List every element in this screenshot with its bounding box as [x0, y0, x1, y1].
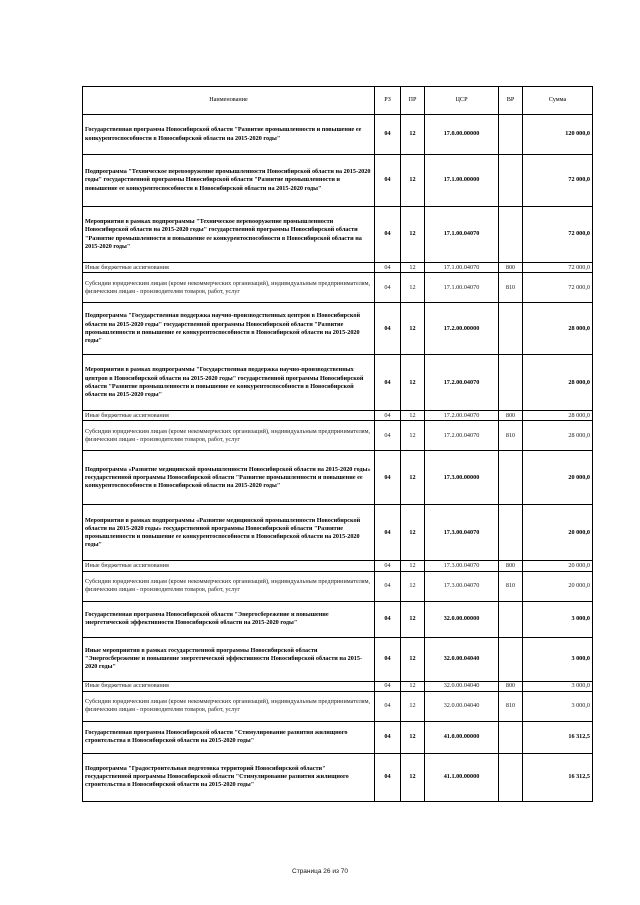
header-name: Наименование [83, 87, 375, 115]
cell-csr: 41.0.00.00000 [425, 721, 499, 753]
cell-pr: 12 [401, 115, 425, 155]
cell-pr: 12 [401, 421, 425, 451]
table-header-row [83, 87, 593, 115]
cell-pr: 12 [401, 681, 425, 691]
cell-vr [499, 303, 523, 355]
cell-rz: 04 [375, 601, 401, 637]
cell-csr: 17.0.00.00000 [425, 115, 499, 155]
cell-pr: 12 [401, 691, 425, 721]
cell-name: Государственная программа Новосибирской области "Стимулирование развития жилищного строительства в Новосибирской области на 2015-2020 годы" [83, 721, 375, 753]
cell-rz: 04 [375, 263, 401, 273]
cell-sum: 72 000,0 [523, 273, 593, 303]
cell-pr: 12 [401, 451, 425, 505]
cell-rz: 04 [375, 207, 401, 263]
table-row [83, 571, 593, 601]
cell-vr [499, 115, 523, 155]
cell-csr: 17.2.00.04070 [425, 411, 499, 421]
cell-sum: 3 000,0 [523, 691, 593, 721]
header-csr: ЦСР [425, 87, 499, 115]
cell-rz: 04 [375, 303, 401, 355]
cell-name: Субсидии юридическим лицам (кроме некоммерческих организаций), индивидуальным предпринимателям, физическим лицам - производителям товаров, работ, услуг [83, 691, 375, 721]
cell-name: Подпрограмма "Градостроительная подготовка территорий Новосибирской области" государственной программы Новосибирской области "Стимулирование развития жилищного строительства в Новосибирской области на 2015-2020 годы" [83, 753, 375, 801]
cell-pr: 12 [401, 571, 425, 601]
cell-csr: 17.3.00.04070 [425, 571, 499, 601]
table-row [83, 263, 593, 273]
header-vr: ВР [499, 87, 523, 115]
cell-sum: 120 000,0 [523, 115, 593, 155]
cell-vr [499, 355, 523, 411]
cell-name: Мероприятия в рамках подпрограммы "Техническое перевооружение промышленности Новосибирской области на 2015-2020 годы" государственной программы Новосибирской области "Развитие промышленности и повышение ее конкурентоспособности в Новосибирской области на 2015-2020 годы" [83, 207, 375, 263]
cell-csr: 17.2.00.04070 [425, 421, 499, 451]
table-row [83, 421, 593, 451]
table-row [83, 681, 593, 691]
cell-pr: 12 [401, 155, 425, 207]
cell-csr: 32.0.00.04040 [425, 681, 499, 691]
cell-pr: 12 [401, 601, 425, 637]
cell-vr [499, 601, 523, 637]
cell-csr: 41.1.00.00000 [425, 753, 499, 801]
cell-vr: 810 [499, 421, 523, 451]
cell-vr [499, 505, 523, 561]
cell-rz: 04 [375, 637, 401, 681]
table-row [83, 691, 593, 721]
header-rz: РЗ [375, 87, 401, 115]
cell-name: Мероприятия в рамках подпрограммы "Государственная поддержка научно-производственных центров в Новосибирской области на 2015-2020 годы" государственной программы Новосибирской области "Развитие промышленности и повышение ее конкурентоспособности в Новосибирской области на 2015-2020 годы" [83, 355, 375, 411]
cell-pr: 12 [401, 561, 425, 571]
cell-name: Подпрограмма "Государственная поддержка научно-производственных центров в Новосибирской области на 2015-2020 годы" государственной программы Новосибирской области "Развитие промышленности и повышение ее конкурентоспособности в Новосибирской области на 2015-2020 годы" [83, 303, 375, 355]
table-row [83, 207, 593, 263]
cell-sum: 20 000,0 [523, 451, 593, 505]
cell-vr [499, 451, 523, 505]
table-row [83, 355, 593, 411]
table-row [83, 155, 593, 207]
cell-pr: 12 [401, 273, 425, 303]
cell-name: Субсидии юридическим лицам (кроме некоммерческих организаций), индивидуальным предпринимателям, физическим лицам - производителям товаров, работ, услуг [83, 571, 375, 601]
cell-vr [499, 637, 523, 681]
cell-rz: 04 [375, 155, 401, 207]
cell-vr: 800 [499, 263, 523, 273]
cell-sum: 3 000,0 [523, 637, 593, 681]
cell-sum: 20 000,0 [523, 561, 593, 571]
cell-sum: 72 000,0 [523, 263, 593, 273]
cell-name: Мероприятия в рамках подпрограммы «Развитие медицинской промышленности Новосибирской области на 2015-2020 годы» государственной программы Новосибирской области "Развитие промышленности и повышение ее конкурентоспособности в Новосибирской области на 2015-2020 годы" [83, 505, 375, 561]
cell-rz: 04 [375, 355, 401, 411]
cell-sum: 28 000,0 [523, 355, 593, 411]
cell-rz: 04 [375, 753, 401, 801]
cell-pr: 12 [401, 303, 425, 355]
cell-rz: 04 [375, 561, 401, 571]
cell-csr: 17.2.00.04070 [425, 355, 499, 411]
header-pr: ПР [401, 87, 425, 115]
cell-rz: 04 [375, 681, 401, 691]
cell-csr: 17.3.00.00000 [425, 451, 499, 505]
cell-vr: 810 [499, 273, 523, 303]
table-row [83, 115, 593, 155]
cell-rz: 04 [375, 421, 401, 451]
cell-name: Иные бюджетные ассигнования [83, 681, 375, 691]
cell-sum: 28 000,0 [523, 421, 593, 451]
cell-pr: 12 [401, 505, 425, 561]
cell-vr: 810 [499, 691, 523, 721]
page-number: Страница 26 из 70 [292, 868, 348, 875]
cell-sum: 20 000,0 [523, 505, 593, 561]
cell-csr: 32.0.00.04040 [425, 637, 499, 681]
cell-pr: 12 [401, 207, 425, 263]
cell-sum: 28 000,0 [523, 411, 593, 421]
cell-name: Иные бюджетные ассигнования [83, 263, 375, 273]
cell-name: Подпрограмма "Техническое перевооружение промышленности Новосибирской области на 2015-2020 годы" государственной программы Новосибирской области "Развитие промышленности и повышение ее конкурентоспособности в Новосибирской области на 2015-2020 годы" [83, 155, 375, 207]
cell-sum: 16 312,5 [523, 721, 593, 753]
cell-name: Субсидии юридическим лицам (кроме некоммерческих организаций), индивидуальным предпринимателям, физическим лицам - производителям товаров, работ, услуг [83, 273, 375, 303]
cell-csr: 17.1.00.04070 [425, 263, 499, 273]
cell-csr: 32.0.00.04040 [425, 691, 499, 721]
cell-rz: 04 [375, 505, 401, 561]
cell-sum: 3 000,0 [523, 601, 593, 637]
table-row [83, 411, 593, 421]
cell-name: Подпрограмма «Развитие медицинской промышленности Новосибирской области на 2015-2020 годы» государственной программы Новосибирской области "Развитие промышленности и повышение ее конкурентоспособности в Новосибирской области на 2015-2020 годы" [83, 451, 375, 505]
cell-csr: 32.0.00.00000 [425, 601, 499, 637]
cell-vr [499, 753, 523, 801]
cell-name: Иные мероприятия в рамках государственной программы Новосибирской области "Энергосбережение и повышение энергетической эффективности Новосибирской области на 2015- 2020 годы" [83, 637, 375, 681]
cell-rz: 04 [375, 115, 401, 155]
cell-name: Государственная программа Новосибирской области "Развитие промышленности и повышение ее конкурентоспособности в Новосибирской области на 2015-2020 годы" [83, 115, 375, 155]
cell-name: Государственная программа Новосибирской области "Энергосбережение и повышение энергетической эффективности Новосибирской области на 2015-2020 годы" [83, 601, 375, 637]
table-row [83, 303, 593, 355]
table-row [83, 505, 593, 561]
cell-vr: 800 [499, 561, 523, 571]
cell-csr: 17.1.00.04070 [425, 273, 499, 303]
cell-pr: 12 [401, 411, 425, 421]
table-row [83, 451, 593, 505]
cell-vr [499, 207, 523, 263]
table-row [83, 753, 593, 801]
cell-rz: 04 [375, 571, 401, 601]
cell-sum: 72 000,0 [523, 207, 593, 263]
cell-rz: 04 [375, 721, 401, 753]
cell-pr: 12 [401, 355, 425, 411]
cell-vr [499, 155, 523, 207]
table-row [83, 721, 593, 753]
cell-sum: 3 000,0 [523, 681, 593, 691]
cell-name: Иные бюджетные ассигнования [83, 411, 375, 421]
cell-pr: 12 [401, 753, 425, 801]
cell-csr: 17.3.00.04070 [425, 561, 499, 571]
table-row [83, 561, 593, 571]
cell-csr: 17.1.00.04070 [425, 207, 499, 263]
cell-rz: 04 [375, 411, 401, 421]
table-row [83, 601, 593, 637]
table-row [83, 637, 593, 681]
cell-vr: 800 [499, 681, 523, 691]
cell-vr: 810 [499, 571, 523, 601]
cell-sum: 16 312,5 [523, 753, 593, 801]
cell-csr: 17.3.00.04070 [425, 505, 499, 561]
cell-pr: 12 [401, 263, 425, 273]
table-row [83, 273, 593, 303]
cell-sum: 72 000,0 [523, 155, 593, 207]
cell-rz: 04 [375, 691, 401, 721]
cell-csr: 17.2.00.00000 [425, 303, 499, 355]
cell-sum: 20 000,0 [523, 571, 593, 601]
cell-csr: 17.1.00.00000 [425, 155, 499, 207]
cell-rz: 04 [375, 273, 401, 303]
cell-pr: 12 [401, 637, 425, 681]
cell-sum: 28 000,0 [523, 303, 593, 355]
cell-name: Иные бюджетные ассигнования [83, 561, 375, 571]
cell-vr [499, 721, 523, 753]
cell-rz: 04 [375, 451, 401, 505]
cell-pr: 12 [401, 721, 425, 753]
budget-table [82, 86, 593, 802]
cell-vr: 800 [499, 411, 523, 421]
header-sum: Сумма [523, 87, 593, 115]
cell-name: Субсидии юридическим лицам (кроме некоммерческих организаций), индивидуальным предпринимателям, физическим лицам - производителям товаров, работ, услуг [83, 421, 375, 451]
